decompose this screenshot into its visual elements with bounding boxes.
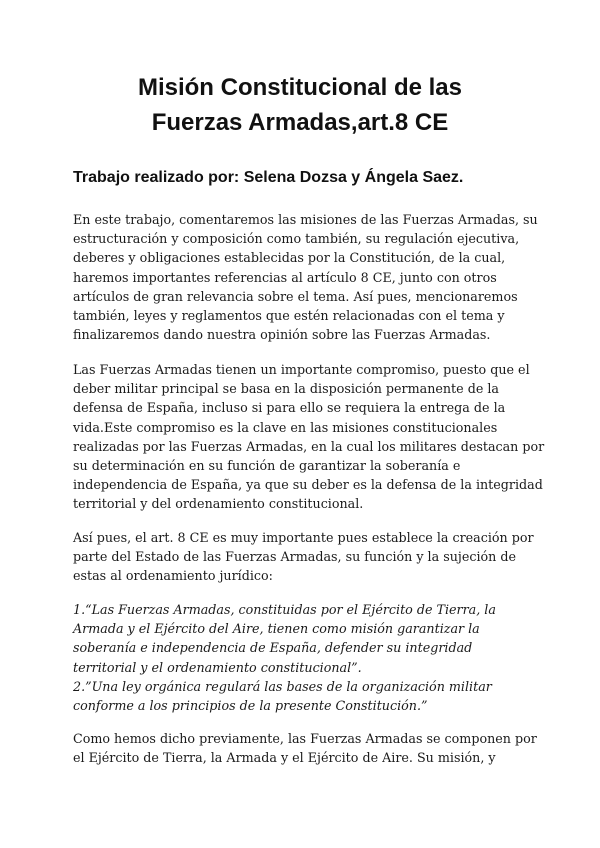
text-line: 1.“Las Fuerzas Armadas, constituidas por el Ejército de Tierra, la	[73, 602, 496, 617]
text-line: soberanía e independencia de España, defender su integridad	[73, 640, 473, 656]
article-intro-paragraph	[73, 528, 543, 586]
text-line: estructuración y composición como también, su regulación ejecutiva,	[73, 231, 520, 247]
title-line: Fuerzas Armadas,art.8 CE	[151, 109, 449, 136]
text-line: su determinación en su función de garantizar la soberanía e	[73, 458, 461, 474]
document-title	[60, 70, 540, 140]
text-line: realizadas por las Fuerzas Armadas, en la cual los militares destacan por	[73, 438, 545, 454]
text-line: defensa de España, incluso si para ello se requiera la entrega de la	[73, 400, 506, 416]
text-line: finalizaremos dando nuestra opinión sobre las Fuerzas Armadas.	[73, 327, 491, 343]
text-line: el Ejército de Tierra, la Armada y el Ejército de Aire. Su misión, y	[73, 750, 496, 766]
text-line: también, leyes y reglamentos que estén relacionadas con el tema y	[73, 308, 505, 324]
composition-paragraph	[73, 729, 543, 767]
text-line: En este trabajo, comentaremos las misiones de las Fuerzas Armadas, su	[73, 212, 538, 227]
text-line: haremos importantes referencias al artículo 8 CE, junto con otros	[73, 269, 497, 285]
text-line: conforme a los principios de la presente Constitución.”	[73, 698, 428, 714]
text-line: territorial y el ordenamiento constitucional”.	[73, 659, 362, 675]
text-line: estas al ordenamiento jurídico:	[73, 568, 273, 584]
text-line: independencia de España, ya que su deber es la defensa de la integridad	[73, 477, 543, 493]
intro-paragraph	[73, 210, 543, 344]
title-line: Misión Constitucional de las	[137, 74, 463, 101]
text-line: territorial y del ordenamiento constitucional.	[73, 496, 364, 512]
text-line: 2.”Una ley orgánica regulará las bases de la organización militar	[73, 678, 492, 694]
text-line: Así pues, el art. 8 CE es muy importante pues establece la creación por	[73, 530, 534, 545]
text-line: deber militar principal se basa en la disposición permanente de la	[73, 381, 499, 397]
text-line: Armada y el Ejército del Aire, tienen como misión garantizar la	[73, 621, 480, 637]
text-line: artículos de gran relevancia sobre el tema. Así pues, mencionaremos	[73, 288, 518, 304]
text-line: parte del Estado de las Fuerzas Armadas, su función y la sujeción de	[73, 549, 516, 565]
commitment-paragraph	[73, 360, 543, 514]
article-8-quote	[73, 600, 543, 715]
text-line: vida.Este compromiso es la clave en las misiones constitucionales	[73, 419, 498, 435]
text-line: Las Fuerzas Armadas tienen un importante compromiso, puesto que el	[73, 362, 530, 377]
text-line: Como hemos dicho previamente, las Fuerzas Armadas se componen por	[73, 731, 537, 746]
author-byline: Trabajo realizado por: Selena Dozsa y Ángela Saez.	[73, 169, 464, 186]
text-line: deberes y obligaciones establecidas por la Constitución, de la cual,	[73, 250, 506, 266]
